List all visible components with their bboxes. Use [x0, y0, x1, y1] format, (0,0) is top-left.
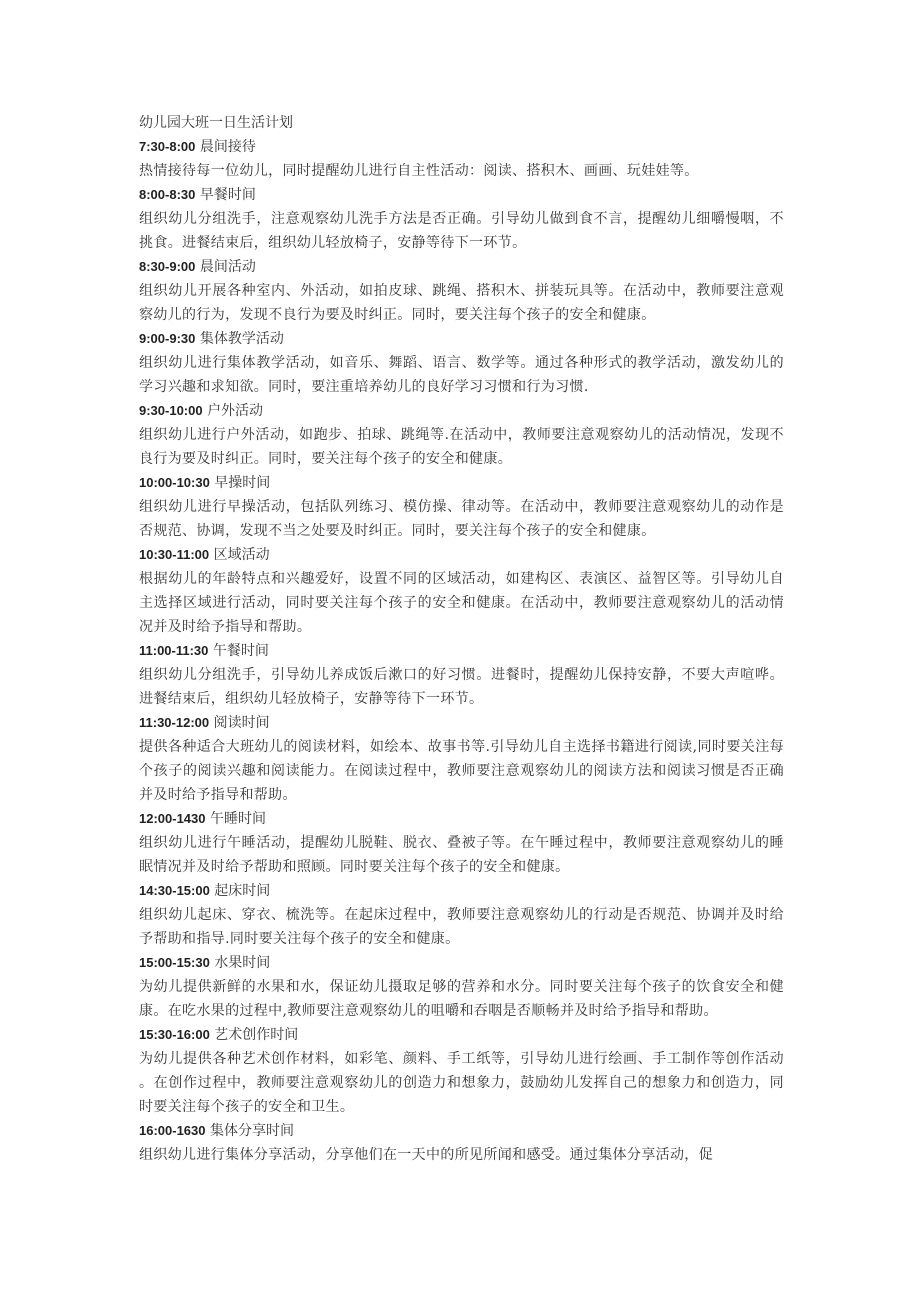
schedule-section — [139, 1023, 784, 1119]
section-body: 热情接待每一位幼儿，同时提醒幼儿进行自主性活动：阅读、搭积木、画画、玩娃娃等。 — [139, 163, 699, 179]
schedule-section — [139, 879, 784, 951]
section-heading — [139, 1023, 784, 1047]
schedule-section — [139, 399, 784, 471]
section-body: 组织幼儿分组洗手，引导幼儿养成饭后漱口的好习惯。进餐时，提醒幼儿保持安静，不要大声喧哗。进餐结束后，组织幼儿轻放椅子，安静等待下一环节。 — [139, 667, 784, 707]
section-body: 组织幼儿进行早操活动，包括队列练习、模仿操、律动等。在活动中，教师要注意观察幼儿的动作是否规范、协调，发现不当之处要及时纠正。同时，要关注每个孩子的安全和健康。 — [139, 499, 784, 539]
section-body: 为幼儿提供新鲜的水果和水，保证幼儿摄取足够的营养和水分。同时要关注每个孩子的饮食安全和健康。在吃水果的过程中,教师要注意观察幼儿的咀嚼和吞咽是否顺畅并及时给予指导和帮助。 — [139, 979, 784, 1019]
section-time: 10:30-11:00 — [139, 547, 210, 562]
section-name: 早餐时间 — [199, 187, 256, 203]
section-heading — [139, 1119, 784, 1143]
section-body: 组织幼儿起床、穿衣、梳洗等。在起床过程中，教师要注意观察幼儿的行动是否规范、协调并及时给予帮助和指导.同时要关注每个孩子的安全和健康。 — [139, 907, 784, 947]
section-name: 晨间接待 — [199, 139, 256, 155]
schedule-section — [139, 639, 784, 711]
section-name: 户外活动 — [207, 403, 264, 419]
schedule-section — [139, 255, 784, 327]
section-heading — [139, 807, 784, 831]
section-body: 组织幼儿开展各种室内、外活动，如拍皮球、跳绳、搭积木、拼装玩具等。在活动中，教师要注意观察幼儿的行为，发现不良行为要及时纠正。同时，要关注每个孩子的安全和健康。 — [139, 283, 784, 323]
section-body: 组织幼儿进行集体分享活动，分享他们在一天中的所见所闻和感受。通过集体分享活动，促 — [139, 1147, 713, 1163]
section-time: 8:00-8:30 — [139, 187, 196, 202]
section-heading — [139, 255, 784, 279]
section-name: 晨间活动 — [199, 259, 256, 275]
section-name: 区域活动 — [213, 547, 270, 563]
section-time: 12:00-1430 — [139, 811, 206, 826]
section-time: 14:30-15:00 — [139, 883, 210, 898]
section-heading — [139, 399, 784, 423]
section-name: 午餐时间 — [212, 643, 269, 659]
section-body: 组织幼儿进行午睡活动，提醒幼儿脱鞋、脱衣、叠被子等。在午睡过程中，教师要注意观察幼儿的睡眠情况并及时给予帮助和照顾。同时要关注每个孩子的安全和健康。 — [139, 835, 784, 875]
schedule-section — [139, 327, 784, 399]
section-name: 水果时间 — [214, 955, 271, 971]
section-time: 11:30-12:00 — [139, 715, 210, 730]
section-name: 午睡时间 — [209, 811, 266, 827]
section-body: 组织幼儿进行户外活动，如跑步、拍球、跳绳等.在活动中，教师要注意观察幼儿的活动情况，发现不良行为要及时纠正。同时，要关注每个孩子的安全和健康。 — [139, 427, 784, 467]
section-time: 10:00-10:30 — [139, 475, 210, 490]
section-name: 起床时间 — [214, 883, 271, 899]
section-body: 为幼儿提供各种艺术创作材料，如彩笔、颜料、手工纸等，引导幼儿进行绘画、手工制作等创作活动。在创作过程中，教师要注意观察幼儿的创造力和想象力，鼓励幼儿发挥自己的想象力和创造力，同时要关注每个孩子的安全和卫生。 — [139, 1051, 784, 1115]
section-heading — [139, 135, 784, 159]
section-name: 早操时间 — [214, 475, 271, 491]
schedule-section — [139, 471, 784, 543]
section-body: 根据幼儿的年龄特点和兴趣爱好，设置不同的区域活动，如建构区、表演区、益智区等。引导幼儿自主选择区域进行活动，同时要关注每个孩子的安全和健康。在活动中，教师要注意观察幼儿的活动情况并及时给予指导和帮助。 — [139, 571, 784, 635]
schedule-section — [139, 135, 784, 183]
section-time: 7:30-8:00 — [139, 139, 196, 154]
document-content — [139, 111, 784, 1167]
section-time: 11:00-11:30 — [139, 643, 209, 658]
section-name: 艺术创作时间 — [214, 1027, 299, 1043]
section-heading — [139, 327, 784, 351]
section-name: 集体分享时间 — [209, 1123, 294, 1139]
section-time: 8:30-9:00 — [139, 259, 196, 274]
section-body: 提供各种适合大班幼儿的阅读材料，如绘本、故事书等.引导幼儿自主选择书籍进行阅读,同时要关注每个孩子的阅读兴趣和阅读能力。在阅读过程中，教师要注意观察幼儿的阅读方法和阅读习惯是否正确并及时给予指导和帮助。 — [139, 739, 784, 803]
section-time: 9:30-10:00 — [139, 403, 203, 418]
section-body: 组织幼儿进行集体教学活动，如音乐、舞蹈、语言、数学等。通过各种形式的教学活动，激发幼儿的学习兴趣和求知欲。同时，要注重培养幼儿的良好学习习惯和行为习惯. — [139, 355, 784, 395]
schedule-section — [139, 183, 784, 255]
document-title: 幼儿园大班一日生活计划 — [139, 115, 293, 131]
section-time: 15:30-16:00 — [139, 1027, 210, 1042]
section-heading — [139, 711, 784, 735]
section-time: 16:00-1630 — [139, 1123, 206, 1138]
schedule-section — [139, 951, 784, 1023]
section-heading — [139, 951, 784, 975]
section-heading — [139, 639, 784, 663]
schedule-section — [139, 1119, 784, 1167]
section-heading — [139, 471, 784, 495]
section-heading — [139, 879, 784, 903]
schedule-section — [139, 543, 784, 639]
section-name: 集体教学活动 — [199, 331, 284, 347]
section-heading — [139, 183, 784, 207]
section-name: 阅读时间 — [213, 715, 270, 731]
schedule-section — [139, 711, 784, 807]
section-body: 组织幼儿分组洗手，注意观察幼儿洗手方法是否正确。引导幼儿做到食不言，提醒幼儿细嚼慢咽，不挑食。进餐结束后，组织幼儿轻放椅子，安静等待下一环节。 — [139, 211, 784, 251]
section-heading — [139, 543, 784, 567]
schedule-section — [139, 807, 784, 879]
section-time: 9:00-9:30 — [139, 331, 196, 346]
section-time: 15:00-15:30 — [139, 955, 210, 970]
